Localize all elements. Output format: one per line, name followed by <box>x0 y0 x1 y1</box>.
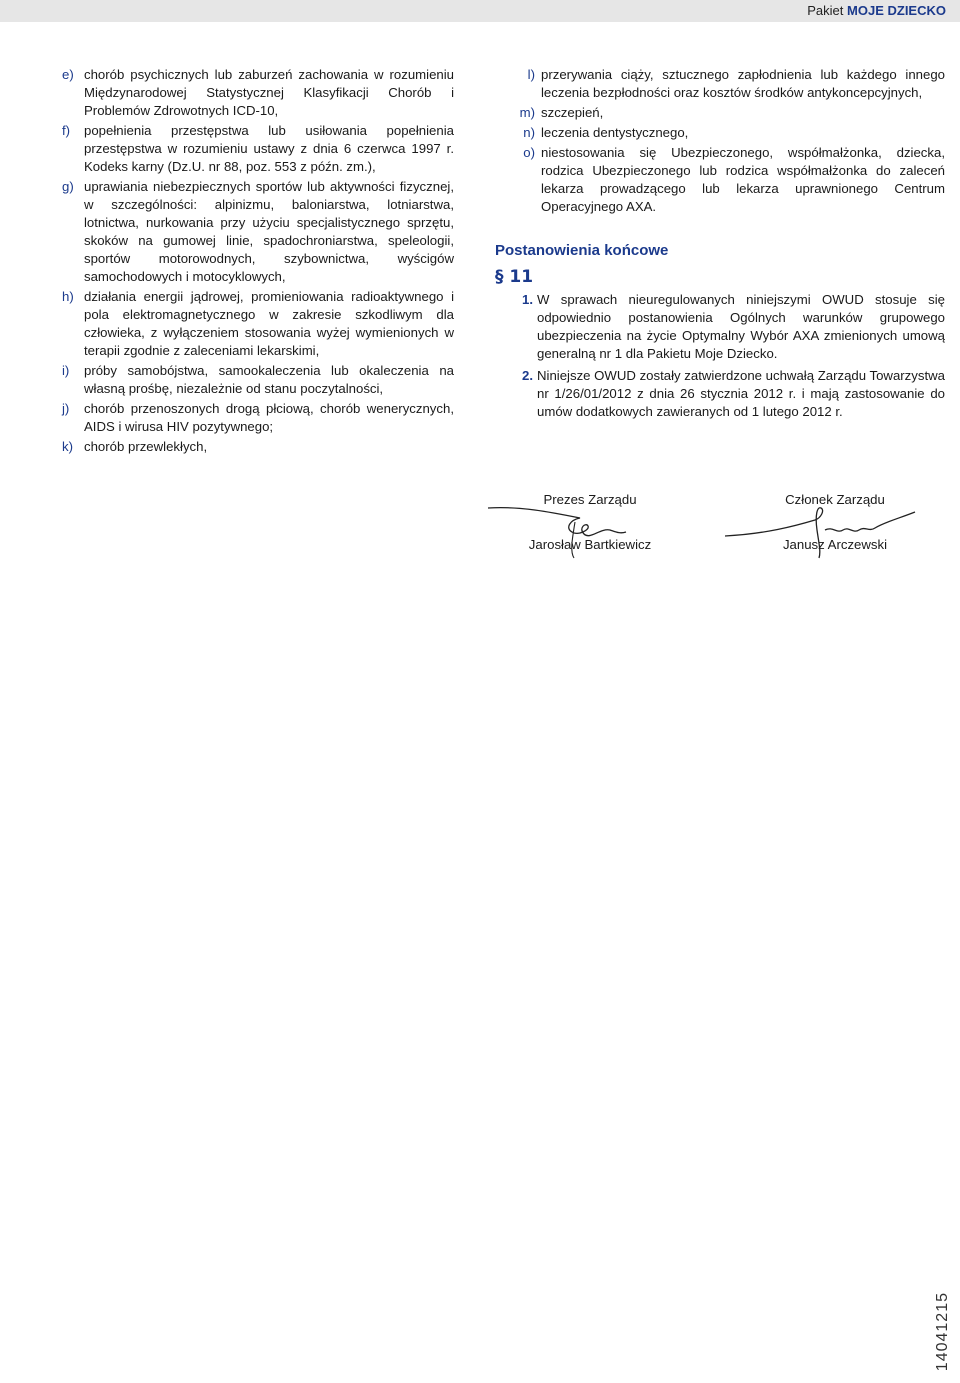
item-letter: i) <box>62 363 70 378</box>
signature-role: Członek Zarządu <box>785 492 885 507</box>
list-item <box>50 362 454 398</box>
item-letter: k) <box>62 439 73 454</box>
header-bar <box>0 0 960 22</box>
list-item <box>455 124 945 142</box>
right-column <box>495 66 945 423</box>
item-text: próby samobójstwa, samookaleczenia lub okaleczenia na własną prośbę, niezależnie od stanu poczytalności, <box>84 363 454 396</box>
signature-member <box>725 492 945 552</box>
item-letter: l) <box>527 67 535 82</box>
signature-name: Janusz Arczewski <box>782 537 888 552</box>
handwritten-signature-icon <box>725 500 945 560</box>
provision-point <box>495 291 945 363</box>
signature-president <box>480 492 700 552</box>
item-text: chorób przenoszonych drogą płciową, chorób wenerycznych, AIDS i wirusa HIV pozytywnego; <box>84 401 454 434</box>
item-text: szczepień, <box>541 105 604 120</box>
item-text: chorób przewlekłych, <box>84 439 208 454</box>
list-item <box>50 400 454 436</box>
item-text: popełnienia przestępstwa lub usiłowania popełnienia przestępstwa w rozumieniu ustawy z dnia 6 czerwca 1997 r. Kodeks karny (Dz.U. nr 88, poz. 553 z późn. zm.), <box>84 123 454 174</box>
item-text: przerywania ciąży, sztucznego zapłodnienia lub każdego innego leczenia bezpłodności oraz kosztów środków antykoncepcyjnych, <box>541 67 945 100</box>
item-text: działania energii jądrowej, promieniowania radioaktywnego i pola elektromagnetycznego w zakresie szkodliwym dla człowieka, z wyłączeniem stosowania wyżej wymienionych w terapii zgodnie z zaleceniami lekarskimi, <box>84 289 454 358</box>
point-text: W sprawach nieuregulowanych niniejszymi OWUD stosuje się odpowiednio postanowienia Ogólnych warunków grupowego ubezpieczenia na życie Optymalny Wybór AXA zmienionych umową generalną nr 1 dla Pakietu Moje Dziecko. <box>537 292 945 361</box>
item-letter: g) <box>62 179 74 194</box>
list-item <box>50 66 454 120</box>
left-column <box>50 66 454 458</box>
point-number: 1. <box>522 292 533 307</box>
item-letter: f) <box>62 123 71 138</box>
item-letter: o) <box>523 145 535 160</box>
header-label <box>807 3 946 18</box>
item-text: uprawiania niebezpiecznych sportów lub aktywności fizycznej, w szczególności: alpinizmu, baloniarstwa, lotniarstwa, lotnictwa, nurkowania przy użyciu specjalistycznego sprzętu, skoków na gumowej linie, spadochroniarstwa, speleologii, sportów motorowodnych, szybownictwa, wyścigów samochodowych i motocyklowych, <box>84 179 454 284</box>
point-text: Niniejsze OWUD zostały zatwierdzone uchwałą Zarządu Towarzystwa nr 1/26/01/2012 z dnia 26 stycznia 2012 r. i mają zastosowanie do umów dodatkowych zawieranych od 1 lutego 2012 r. <box>537 368 945 419</box>
item-letter: m) <box>519 105 535 120</box>
list-item <box>50 288 454 360</box>
list-item <box>50 178 454 286</box>
signature-role: Prezes Zarządu <box>543 492 637 507</box>
item-letter: e) <box>62 67 74 82</box>
item-letter: j) <box>62 401 70 416</box>
paragraph-number: § 11 <box>495 267 534 287</box>
list-item <box>50 438 454 456</box>
item-text: chorób psychicznych lub zaburzeń zachowania w rozumieniu Międzynarodowej Statystycznej Klasyfikacji Chorób i Problemów Zdrowotnych ICD-10, <box>84 67 454 118</box>
section-heading: Postanowienia końcowe <box>495 242 669 259</box>
list-item <box>455 104 945 122</box>
document-code: 14041215 <box>934 1291 951 1371</box>
point-number: 2. <box>522 368 533 383</box>
handwritten-signature-icon <box>480 500 700 560</box>
item-letter: h) <box>62 289 74 304</box>
header-product: MOJE DZIECKO <box>847 3 946 18</box>
item-text: leczenia dentystycznego, <box>541 125 689 140</box>
provision-point <box>495 367 945 421</box>
item-text: niestosowania się Ubezpieczonego, współmałżonka, dziecka, rodzica Ubezpieczonego lub rodzica współmałżonka do zaleceń lekarza prowadzącego lub lekarza uprawnionego Centrum Operacyjnego AXA. <box>541 145 945 214</box>
item-letter: n) <box>523 125 535 140</box>
list-item <box>455 66 945 102</box>
list-item <box>50 122 454 176</box>
signatures-block <box>480 492 940 572</box>
header-prefix: Pakiet <box>807 3 844 18</box>
signature-name: Jarosław Bartkiewicz <box>528 537 652 552</box>
list-item <box>455 144 945 216</box>
